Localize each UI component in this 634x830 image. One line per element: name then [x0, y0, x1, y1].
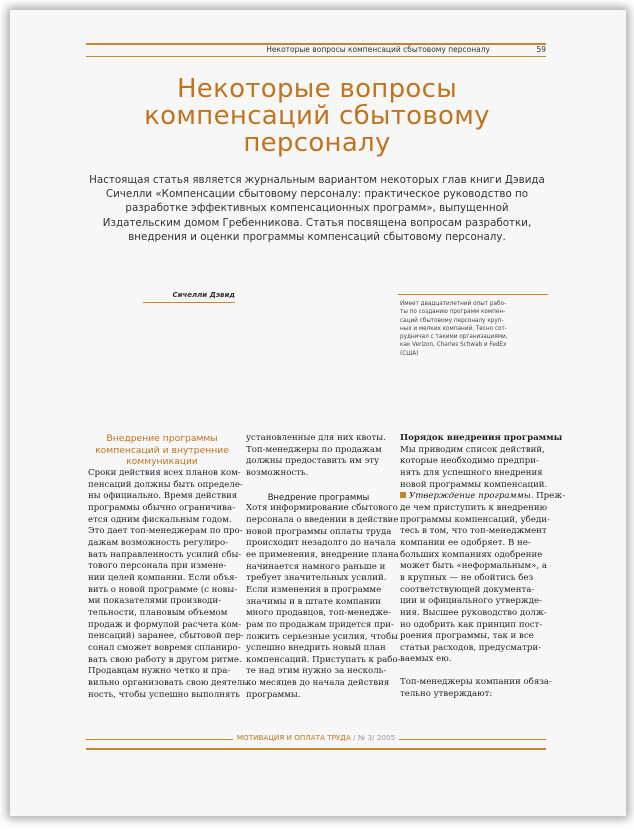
- author-name: Сичелли Дэвид: [172, 291, 235, 299]
- bio-line: рудничал с такими организациями,: [400, 334, 508, 341]
- text-line: в крупных — не обойтись без: [400, 572, 534, 583]
- text-line: ции и официального утвержде-: [400, 596, 543, 607]
- text-line: значимы и в штате компании: [246, 596, 381, 607]
- title-line: компенсаций сбытовому: [144, 101, 490, 131]
- text-line: ны официально. Время действия: [88, 491, 238, 502]
- page-number: 59: [536, 45, 546, 54]
- text-line: Это дает топ-менеджерам по про-: [88, 526, 243, 537]
- text-line: нии целей компании. Если объя-: [88, 573, 238, 584]
- bio-rule: [398, 294, 548, 295]
- heading-line: компенсаций и внутренние: [95, 444, 229, 456]
- text-line: тесь в том, что топ-менеджмент: [400, 526, 547, 537]
- text-line: продаж и формулой расчета ком-: [88, 619, 242, 630]
- text-line: происходит незадолго до начала: [246, 538, 396, 549]
- subsection-heading: Внедрение программы: [267, 491, 370, 502]
- section-heading: [88, 433, 236, 468]
- text-line: ваемых ею.: [400, 654, 452, 665]
- paragraph-gap: [400, 666, 548, 677]
- item-label: Утверждение программы.: [409, 491, 534, 502]
- text-line: компенсаций. Приступать к рабо-: [246, 654, 401, 665]
- body-column-2: [246, 433, 401, 701]
- lead-line: внедрения и оценки программы компенсаций сбытовому персоналу.: [128, 230, 506, 243]
- text-line: программы обычно ограничива-: [88, 503, 236, 514]
- section-heading: Порядок внедрения программы: [400, 433, 563, 443]
- item-text: Преж-: [533, 491, 566, 502]
- text-line: сонал сможет вовремя спланиро-: [88, 642, 241, 653]
- bio-line: Имеет двадцатилетний опыт рабо-: [400, 301, 507, 307]
- text-line: тового персонала при измене-: [88, 561, 227, 572]
- text-line: те над этим нужно за несколь-: [246, 666, 387, 677]
- text-line: статьи расходов, предусматри-: [400, 642, 541, 653]
- bio-line: как Verizon, Charles Schwab и FedEx: [400, 342, 507, 349]
- author-bio: [400, 300, 550, 358]
- text-line: рам по продажам придется при-: [246, 619, 394, 630]
- text-line: пенсаций) заранее, сбытовой пер-: [88, 631, 244, 642]
- footer-label: [233, 733, 399, 742]
- text-line: ми показателями производи-: [88, 596, 221, 607]
- body-column-3: [400, 433, 566, 700]
- heading-line: Внедрение программы: [106, 433, 218, 444]
- text-line: ния. Высшее руководство долж-: [400, 607, 547, 618]
- text-line: вильно организовать свою деятель-: [88, 677, 250, 688]
- text-line: ложить серьезные усилия, чтобы: [246, 631, 398, 642]
- lead-line: Издательским домом Гребенникова. Статья посвящена вопросам разработки,: [102, 216, 532, 229]
- text-line: программы.: [246, 689, 301, 700]
- text-line: много продавцов, топ-менедже-: [246, 608, 391, 619]
- text-line: но одобрить как принцип пост-: [400, 619, 543, 630]
- text-line: может быть «неформальным», а: [400, 561, 548, 572]
- lead-line: Настоящая статья является журнальным вариантом некоторых глав книги Дэвида: [89, 174, 545, 186]
- lead-paragraph: [84, 173, 550, 244]
- text-line: компании ее одобряет. В не-: [400, 537, 531, 548]
- text-line: Топ-менеджеры по продажам: [246, 444, 382, 455]
- text-line: ко месяцев до начала действия: [246, 678, 390, 689]
- text-line: требует значительных усилий.: [246, 573, 387, 584]
- list-item: [400, 491, 566, 503]
- bio-line: саций сбытовому персоналу круп-: [400, 317, 504, 324]
- bullet-square-icon: [400, 492, 406, 498]
- text-line: новой программы компенсаций.: [400, 479, 548, 490]
- lead-line: Сичелли «Компенсации сбытовому персоналу: практическое руководство по: [105, 188, 529, 201]
- text-line: Сроки действия всех планов ком-: [88, 468, 241, 479]
- text-line: персонала о введении в действие: [246, 514, 399, 525]
- bio-line: (США): [400, 350, 419, 357]
- text-line: вать направленность усилий сбы-: [88, 549, 242, 560]
- article-title: [80, 76, 554, 157]
- text-line: которые необходимо предпри-: [400, 456, 539, 467]
- text-line: Продавцам нужно четко и пра-: [88, 666, 231, 677]
- text-line: начинается намного раньше и: [246, 561, 386, 572]
- text-line: дажам возможность регулиро-: [88, 538, 229, 549]
- author-byline: [143, 282, 235, 303]
- text-line: должны предоставить им эту: [246, 456, 380, 467]
- bio-line: ты по созданию программ компен-: [400, 309, 506, 316]
- text-line: программы компенсаций, убеди-: [400, 514, 550, 525]
- journal-name: МОТИВАЦИЯ И ОПЛАТА ТРУДА: [236, 733, 351, 742]
- footer-rule-bottom: [86, 748, 546, 750]
- header-rule-bottom: [86, 56, 546, 57]
- title-line: персоналу: [243, 128, 391, 158]
- text-line: нять для успешного внедрения: [400, 467, 543, 478]
- text-line: Топ-менеджеры компании обяза-: [400, 677, 552, 688]
- journal-footer: [86, 733, 546, 742]
- text-line: успешно внедрить новый план: [246, 643, 386, 654]
- text-line: ется одним фискальным годом.: [88, 514, 232, 525]
- text-line: пенсаций должны быть определе-: [88, 479, 243, 490]
- text-line: Если изменения в программе: [246, 584, 382, 595]
- text-line: де чем приступить к внедрению: [400, 502, 548, 513]
- text-line: Мы приводим список действий,: [400, 444, 545, 455]
- text-line: ность, чтобы успешно выполнять: [88, 689, 240, 700]
- text-line: Хотя информирование сбытового: [246, 503, 398, 514]
- text-line: соответствующей документа-: [400, 584, 535, 595]
- running-title: Некоторые вопросы компенсаций сбытовому персоналу: [266, 45, 490, 54]
- body-column-1: [88, 433, 250, 701]
- text-line: больших компаниях одобрение: [400, 549, 543, 560]
- title-line: Некоторые вопросы: [176, 74, 458, 104]
- text-line: вать свою работу в другом ритме.: [88, 654, 242, 665]
- text-line: роения программы, так и все: [400, 631, 534, 642]
- text-line: возможность.: [246, 467, 309, 478]
- text-line: установленные для них квоты.: [246, 433, 386, 443]
- text-line: вить о новой программе (с новы-: [88, 584, 238, 595]
- heading-line: коммуникации: [126, 456, 198, 468]
- issue-number: / № 3/ 2005: [350, 733, 396, 742]
- bio-line: ных и мелких компаний. Тесно сот-: [400, 325, 507, 332]
- lead-line: разработке эффективных компенсационных программ», выпущенной: [125, 202, 509, 215]
- text-line: тельно утверждают:: [400, 688, 493, 699]
- text-line: ее применения, внедрение плана: [246, 549, 399, 560]
- text-line: тельности, плановым объемом: [88, 607, 228, 618]
- text-line: новой программы оплаты труда: [246, 526, 392, 537]
